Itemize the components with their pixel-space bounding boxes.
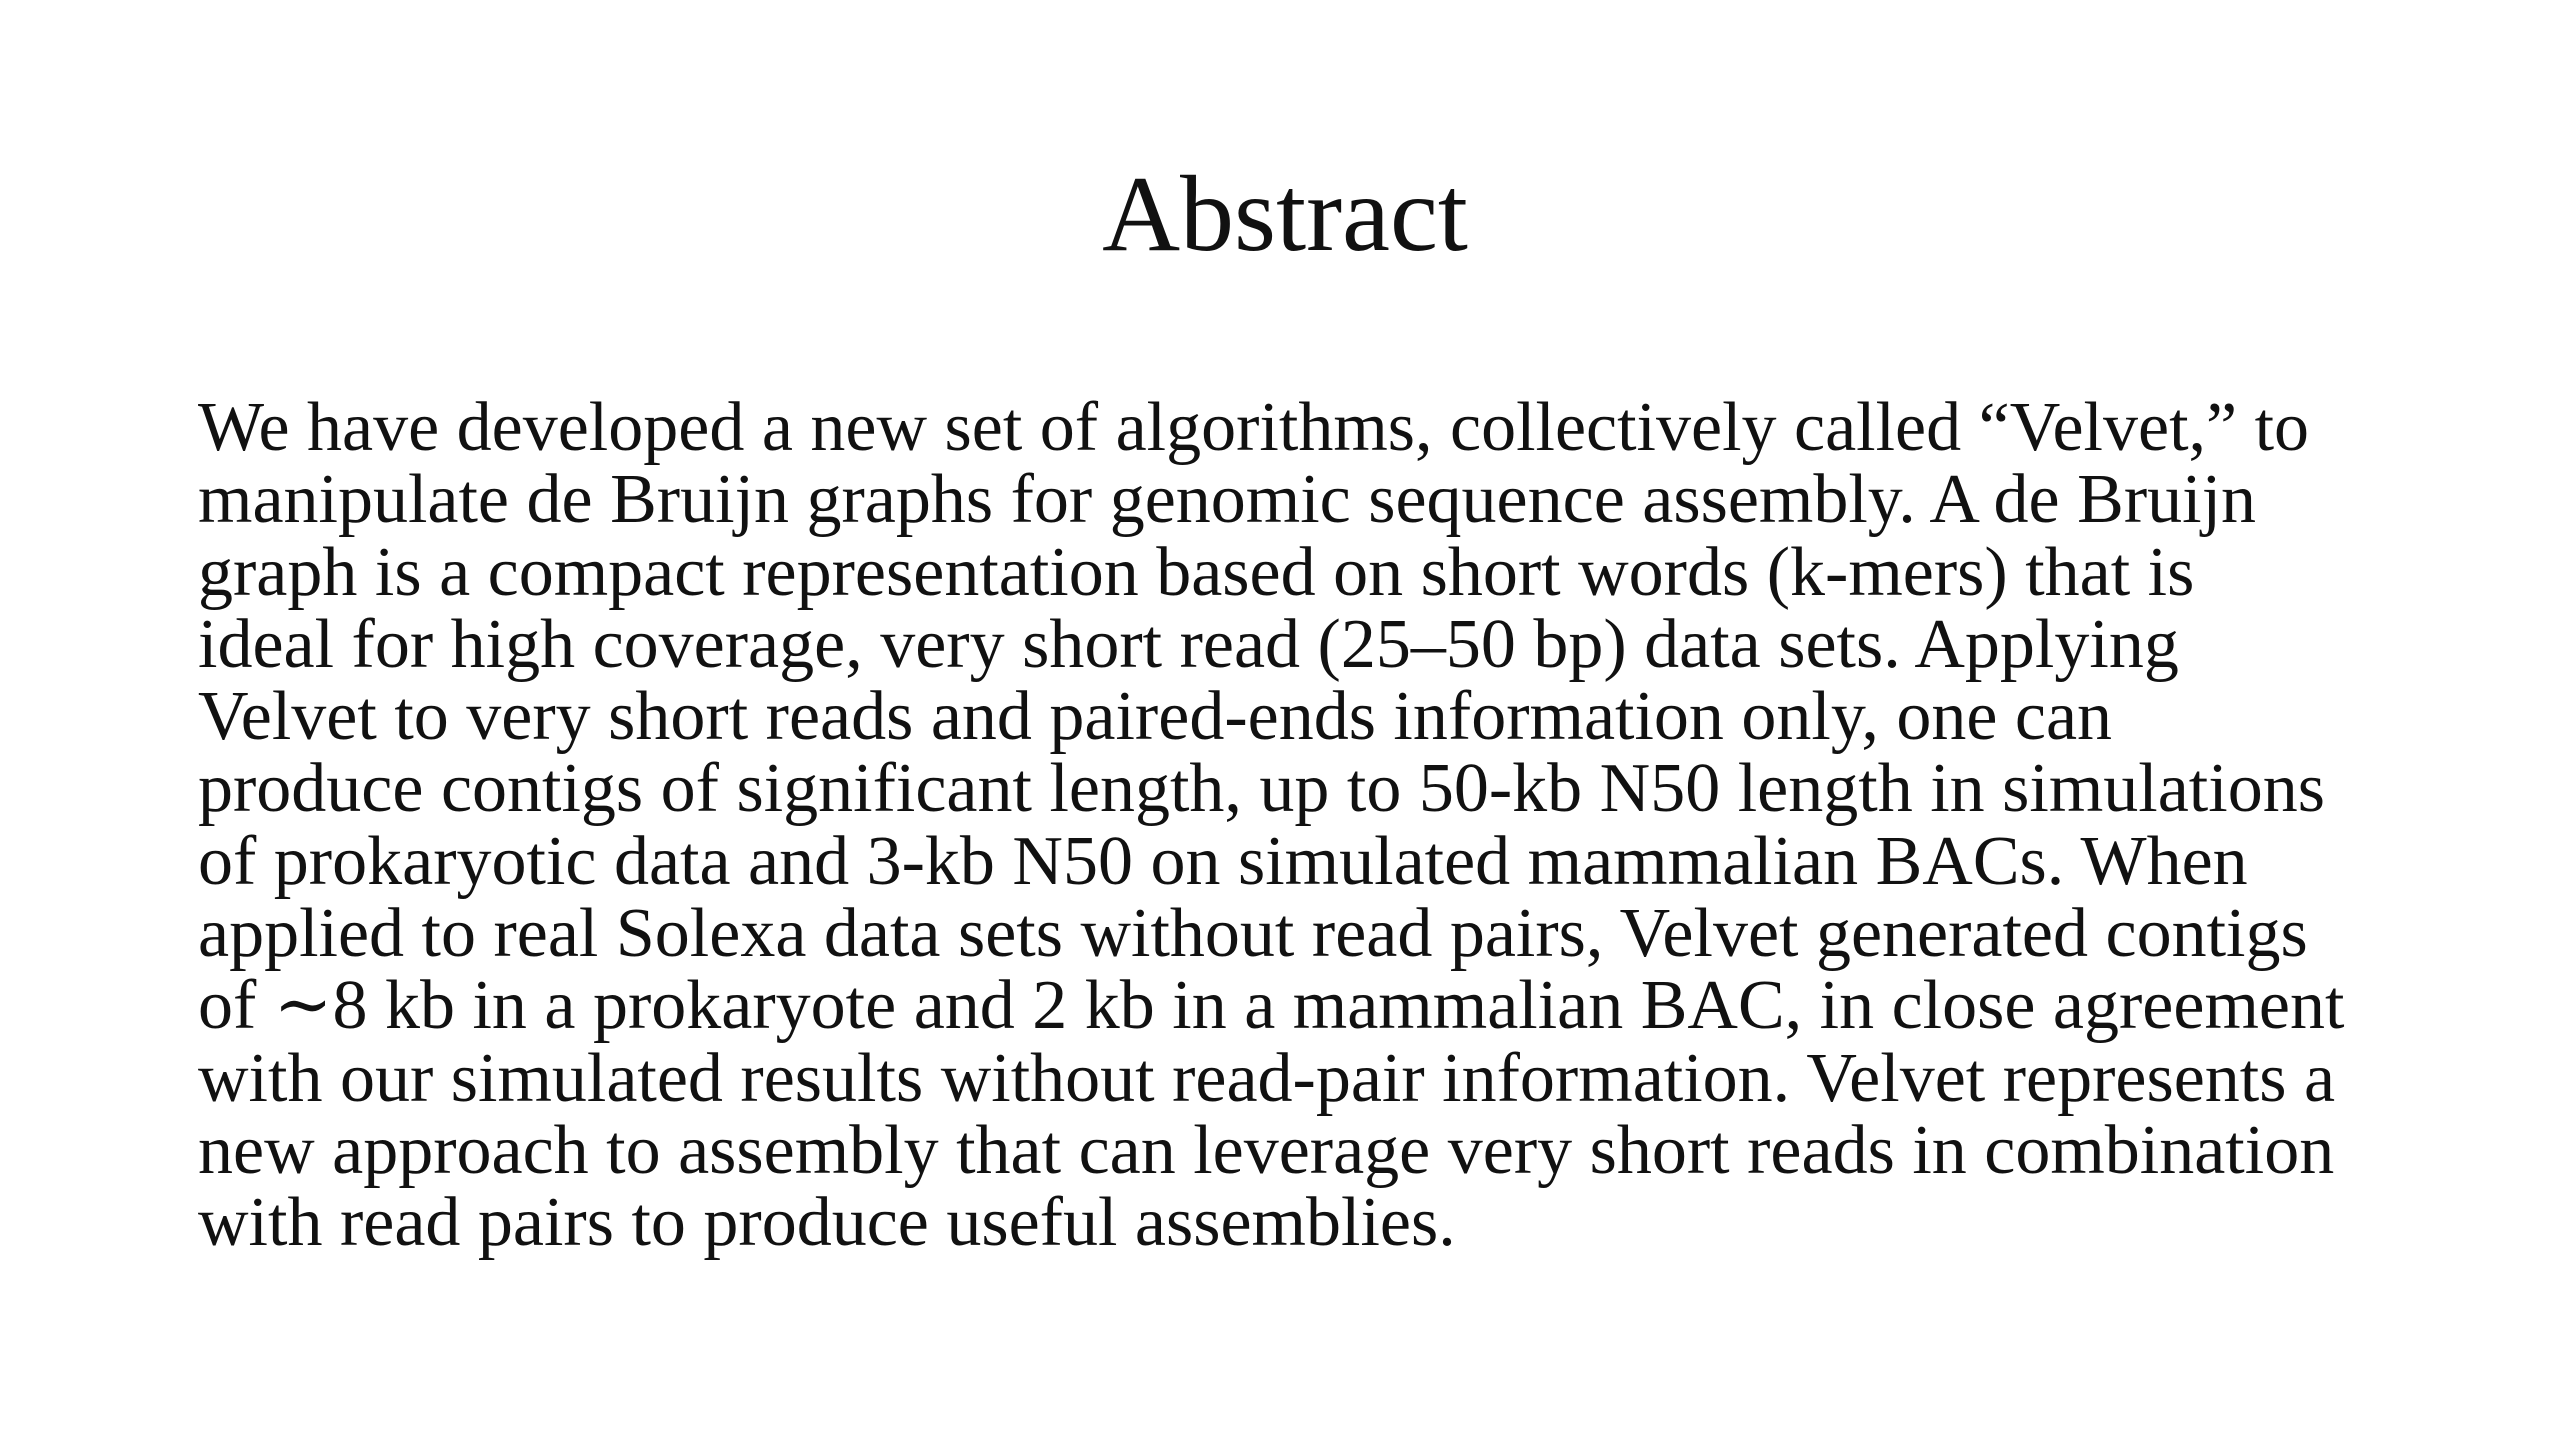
abstract-line: with read pairs to produce useful assemblies. xyxy=(198,1184,1456,1262)
abstract-line: produce contigs of significant length, up to 50-kb N50 length in simulations xyxy=(198,750,2325,828)
abstract-line: of ∼8 kb in a prokaryote and 2 kb in a mammalian BAC, in close agreement xyxy=(198,967,2345,1045)
abstract-line: with our simulated results without read-pair information. Velvet represents a xyxy=(198,1039,2336,1117)
abstract-body xyxy=(198,389,2498,1262)
abstract-line: new approach to assembly that can leverage very short reads in combination xyxy=(198,1111,2335,1189)
abstract-line: We have developed a new set of algorithms, collectively called “Velvet,” to xyxy=(198,389,2310,466)
abstract-line: ideal for high coverage, very short read (25–50 bp) data sets. Applying xyxy=(198,605,2179,683)
abstract-line: manipulate de Bruijn graphs for genomic sequence assembly. A de Bruijn xyxy=(198,461,2257,539)
abstract-line: of prokaryotic data and 3-kb N50 on simulated mammalian BACs. When xyxy=(198,822,2248,900)
abstract-line: applied to real Solexa data sets without read pairs, Velvet generated contigs xyxy=(198,895,2308,973)
abstract-line: Velvet to very short reads and paired-ends information only, one can xyxy=(198,678,2113,756)
abstract-line: graph is a compact representation based on short words (k-mers) that is xyxy=(198,533,2195,611)
abstract-title: Abstract xyxy=(1102,155,1468,274)
